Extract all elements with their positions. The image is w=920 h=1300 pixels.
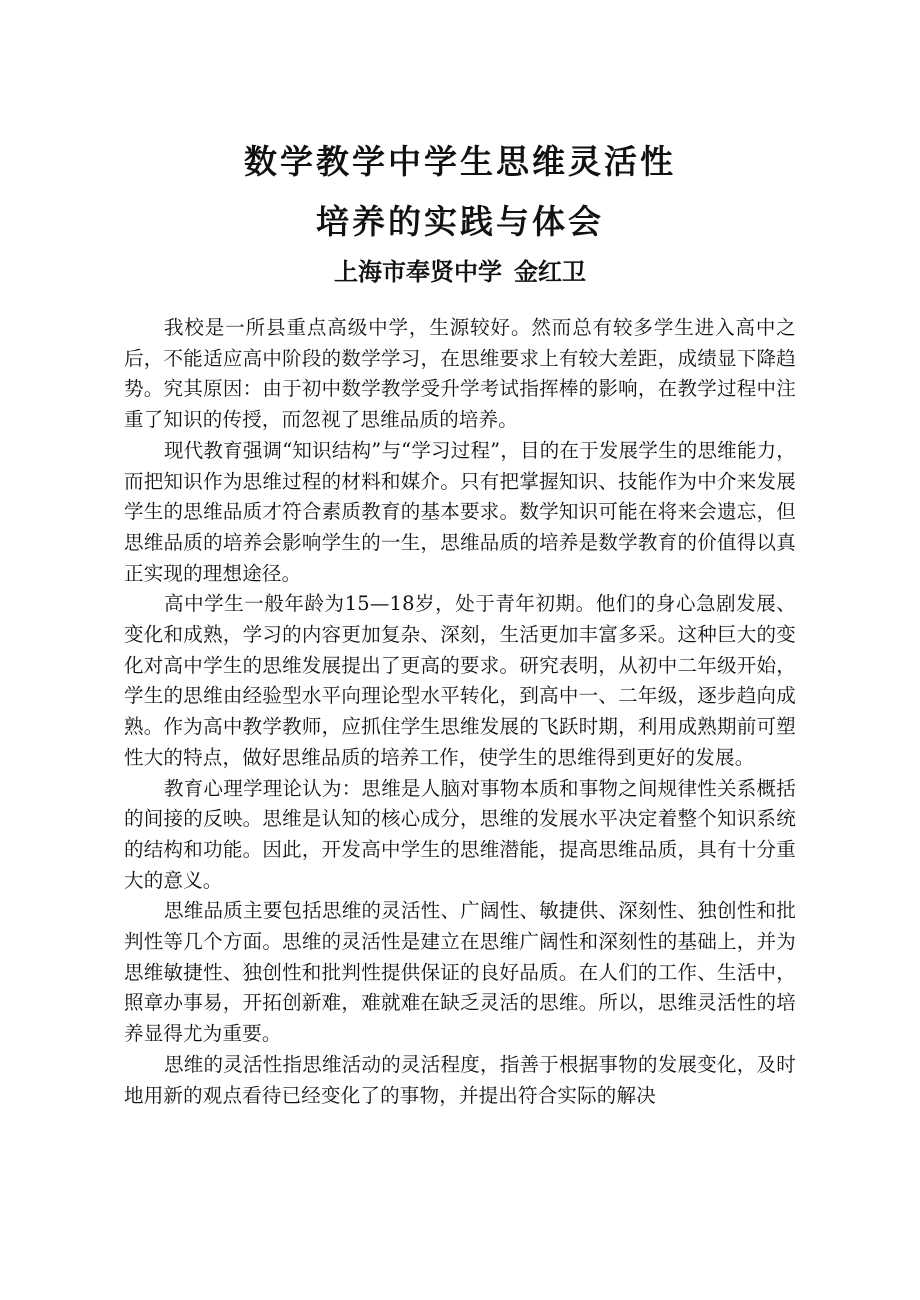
paragraph: 思维品质主要包括思维的灵活性、广阔性、敏捷供、深刻性、独创性和批判性等几个方面。思维的灵活性是建立在思维广阔性和深刻性的基础上，并为思维敏捷性、独创性和批判性提供保证的良好品质。在人们的工作、生活中，照章办事易，开拓创新难，难就难在缺乏灵活的思维。所以，思维灵活性的培养显得尤为重要。 [124, 899, 796, 1046]
body-text [124, 313, 796, 1111]
document-title [0, 132, 920, 252]
paragraph: 教育心理学理论认为：思维是人脑对事物本质和事物之间规律性关系概括的间接的反映。思维是认知的核心成分，思维的发展水平决定着整个知识系统的结构和功能。因此，开发高中学生的思维潜能，提高思维品质，具有十分重大的意义。 [124, 776, 796, 892]
paragraph: 思维的灵活性指思维活动的灵活程度，指善于根据事物的发展变化，及时地用新的观点看待已经变化了的事物，并提出符合实际的解决 [124, 1052, 796, 1107]
author-name: 金红卫 [514, 258, 586, 286]
title-line-2: 培养的实践与体会 [316, 202, 604, 241]
title-line-1: 数学教学中学生思维灵活性 [244, 142, 676, 181]
author-line [0, 256, 920, 288]
paragraph: 我校是一所县重点高级中学，生源较好。然而总有较多学生进入高中之后，不能适应高中阶段的数学学习，在思维要求上有较大差距，成绩显下降趋势。究其原因：由于初中数学教学受升学考试指挥棒的影响，在教学过程中注重了知识的传授，而忽视了思维品质的培养。 [124, 316, 796, 432]
paragraph: 现代教育强调“知识结构”与“学习过程”，目的在于发展学生的思维能力，而把知识作为思维过程的材料和媒介。只有把掌握知识、技能作为中介来发展学生的思维品质才符合素质教育的基本要求。数学知识可能在将来会遗忘，但思维品质的培养会影响学生的一生，思维品质的培养是数学教育的价值得以真正实现的理想途径。 [124, 438, 796, 585]
paragraph: 高中学生一般年龄为15—18岁，处于青年初期。他们的身心急剧发展、变化和成熟，学习的内容更加复杂、深刻，生活更加丰富多采。这种巨大的变化对高中学生的思维发展提出了更高的要求。研究表明，从初中二年级开始，学生的思维由经验型水平向理论型水平转化，到高中一、二年级，逐步趋向成熟。作为高中教学教师，应抓住学生思维发展的飞跃时期，利用成熟期前可塑性大的特点，做好思维品质的培养工作，使学生的思维得到更好的发展。 [124, 592, 796, 769]
author-school: 上海市奉贤中学 [334, 258, 502, 286]
